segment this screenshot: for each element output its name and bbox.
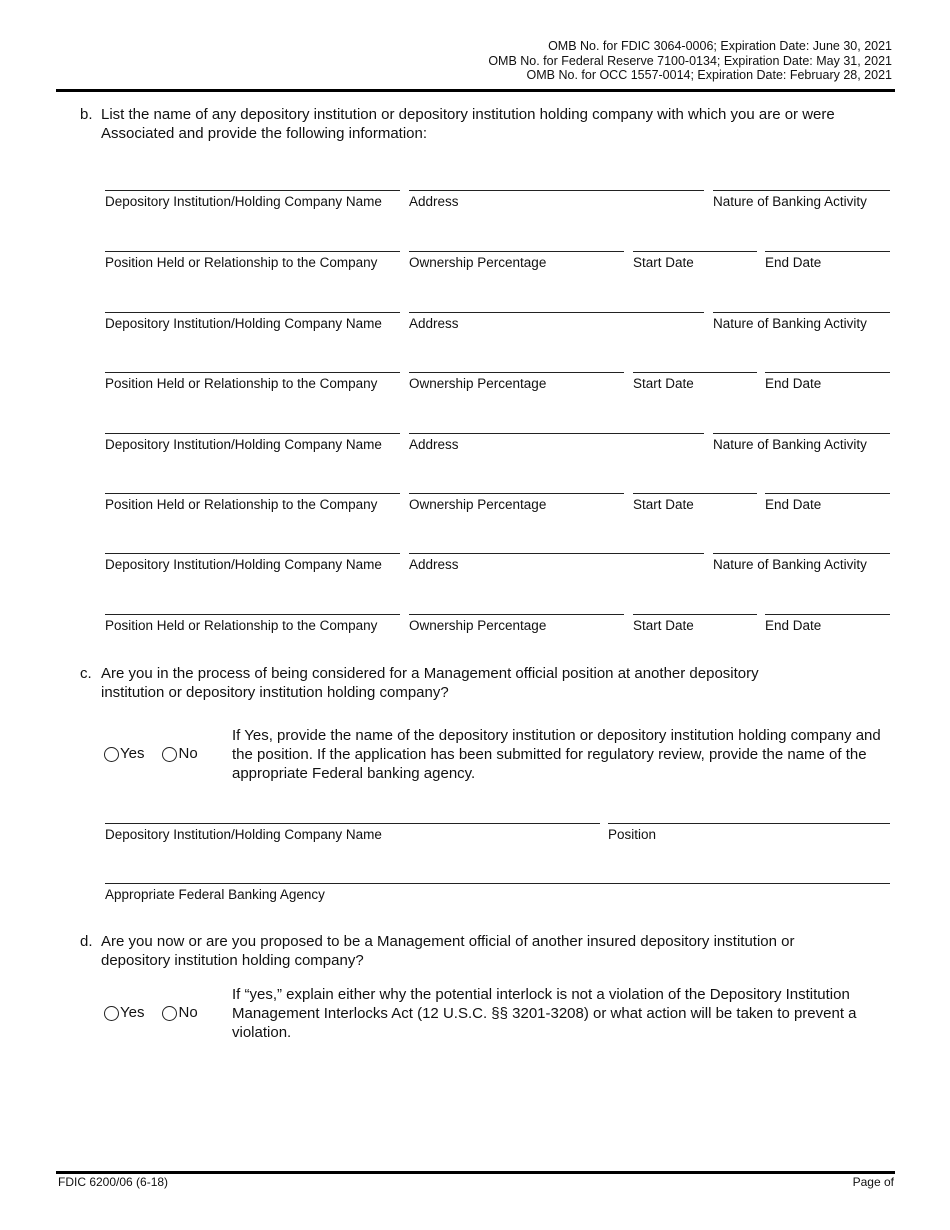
company-name-field[interactable] xyxy=(105,433,400,453)
question-b-text: List the name of any depository institution or depository institution holding company with which you are or were Associated and provide the following information: xyxy=(101,106,835,142)
end-date-label: End Date xyxy=(765,255,822,270)
form-identifier: FDIC 6200/06 (6-18) xyxy=(58,1175,169,1189)
start-date-label: Start Date xyxy=(633,376,694,391)
address-field[interactable] xyxy=(409,433,704,453)
omb-line-fdic: OMB No. for FDIC 3064-0006; Expiration Date: June 30, 2021 xyxy=(548,39,892,53)
ownership-percentage-field[interactable] xyxy=(409,493,624,513)
address-label: Address xyxy=(409,316,459,331)
radio-circle-icon[interactable] xyxy=(162,747,177,762)
position-held-label: Position Held or Relationship to the Company xyxy=(105,497,378,512)
ownership-percentage-field[interactable] xyxy=(409,614,624,634)
end-date-label: End Date xyxy=(765,497,822,512)
start-date-label: Start Date xyxy=(633,497,694,512)
yes-label: Yes xyxy=(120,745,145,762)
banking-activity-field[interactable] xyxy=(713,433,890,453)
ownership-percentage-field[interactable] xyxy=(409,251,624,271)
company-name-label: Depository Institution/Holding Company Name xyxy=(105,194,382,209)
footer-divider xyxy=(56,1171,895,1174)
position-held-label: Position Held or Relationship to the Company xyxy=(105,376,378,391)
banking-activity-field[interactable] xyxy=(713,190,890,210)
end-date-label: End Date xyxy=(765,376,822,391)
question-b-letter: b. xyxy=(80,106,93,123)
address-field[interactable] xyxy=(409,312,704,332)
yes-label: Yes xyxy=(120,1004,145,1021)
start-date-label: Start Date xyxy=(633,255,694,270)
radio-circle-icon[interactable] xyxy=(104,747,119,762)
address-field[interactable] xyxy=(409,553,704,573)
company-name-field[interactable] xyxy=(105,312,400,332)
banking-activity-label: Nature of Banking Activity xyxy=(713,437,867,452)
question-c-instructions: If Yes, provide the name of the depository institution or depository institution holding company and the position. If the application has been submitted for regulatory review, provide the name of the appropriate Federal banking agency. xyxy=(232,727,881,782)
question-d-letter: d. xyxy=(80,933,93,950)
question-c-radio-group xyxy=(104,745,216,763)
company-name-label: Depository Institution/Holding Company Name xyxy=(105,437,382,452)
position-held-label: Position Held or Relationship to the Company xyxy=(105,255,378,270)
end-date-field[interactable] xyxy=(765,372,890,392)
ownership-percentage-label: Ownership Percentage xyxy=(409,618,547,633)
address-label: Address xyxy=(409,194,459,209)
position-held-label: Position Held or Relationship to the Company xyxy=(105,618,378,633)
federal-banking-agency-field[interactable] xyxy=(105,883,890,903)
start-date-field[interactable] xyxy=(633,493,757,513)
question-d-radio-group xyxy=(104,1004,216,1022)
address-field[interactable] xyxy=(409,190,704,210)
position-held-field[interactable] xyxy=(105,372,400,392)
company-name-field[interactable] xyxy=(105,553,400,573)
end-date-field[interactable] xyxy=(765,614,890,634)
banking-activity-label: Nature of Banking Activity xyxy=(713,557,867,572)
company-name-field[interactable] xyxy=(105,190,400,210)
banking-activity-field[interactable] xyxy=(713,312,890,332)
page-number: Page of xyxy=(852,1175,894,1189)
question-c-text: Are you in the process of being considered for a Management official position at another depository institution or depository institution holding company? xyxy=(101,665,759,701)
radio-circle-icon[interactable] xyxy=(104,1006,119,1021)
header-divider xyxy=(56,89,895,92)
start-date-field[interactable] xyxy=(633,251,757,271)
end-date-field[interactable] xyxy=(765,251,890,271)
end-date-field[interactable] xyxy=(765,493,890,513)
company-name-field[interactable] xyxy=(105,823,600,843)
question-c-letter: c. xyxy=(80,665,92,682)
start-date-field[interactable] xyxy=(633,614,757,634)
company-name-label: Depository Institution/Holding Company Name xyxy=(105,316,382,331)
question-d-instructions: If “yes,” explain either why the potential interlock is not a violation of the Depository Institution Management Interlocks Act (12 U.S.C. §§ 3201-3208) or what action will be taken to prevent a violation. xyxy=(232,986,857,1041)
omb-line-occ: OMB No. for OCC 1557-0014; Expiration Date: February 28, 2021 xyxy=(526,68,892,82)
ownership-percentage-field[interactable] xyxy=(409,372,624,392)
question-c-yes-option[interactable] xyxy=(104,745,144,763)
position-held-field[interactable] xyxy=(105,493,400,513)
question-c-no-option[interactable] xyxy=(162,745,197,763)
question-d-yes-option[interactable] xyxy=(104,1004,144,1022)
start-date-field[interactable] xyxy=(633,372,757,392)
end-date-label: End Date xyxy=(765,618,822,633)
no-label: No xyxy=(178,1004,198,1021)
position-held-field[interactable] xyxy=(105,614,400,634)
position-held-field[interactable] xyxy=(105,251,400,271)
address-label: Address xyxy=(409,437,459,452)
radio-circle-icon[interactable] xyxy=(162,1006,177,1021)
federal-banking-agency-label: Appropriate Federal Banking Agency xyxy=(105,887,325,902)
position-field[interactable] xyxy=(608,823,890,843)
position-label: Position xyxy=(608,827,657,842)
company-name-label: Depository Institution/Holding Company Name xyxy=(105,557,382,572)
company-name-label: Depository Institution/Holding Company Name xyxy=(105,827,382,842)
ownership-percentage-label: Ownership Percentage xyxy=(409,255,547,270)
omb-notice xyxy=(488,39,892,83)
start-date-label: Start Date xyxy=(633,618,694,633)
banking-activity-label: Nature of Banking Activity xyxy=(713,194,867,209)
ownership-percentage-label: Ownership Percentage xyxy=(409,497,547,512)
banking-activity-field[interactable] xyxy=(713,553,890,573)
ownership-percentage-label: Ownership Percentage xyxy=(409,376,547,391)
omb-line-federal-reserve: OMB No. for Federal Reserve 7100-0134; Expiration Date: May 31, 2021 xyxy=(488,53,892,68)
question-d-no-option[interactable] xyxy=(162,1004,197,1022)
address-label: Address xyxy=(409,557,459,572)
banking-activity-label: Nature of Banking Activity xyxy=(713,316,867,331)
question-d-text: Are you now or are you proposed to be a Management official of another insured depository institution or depository institution holding company? xyxy=(101,933,795,969)
no-label: No xyxy=(178,745,198,762)
